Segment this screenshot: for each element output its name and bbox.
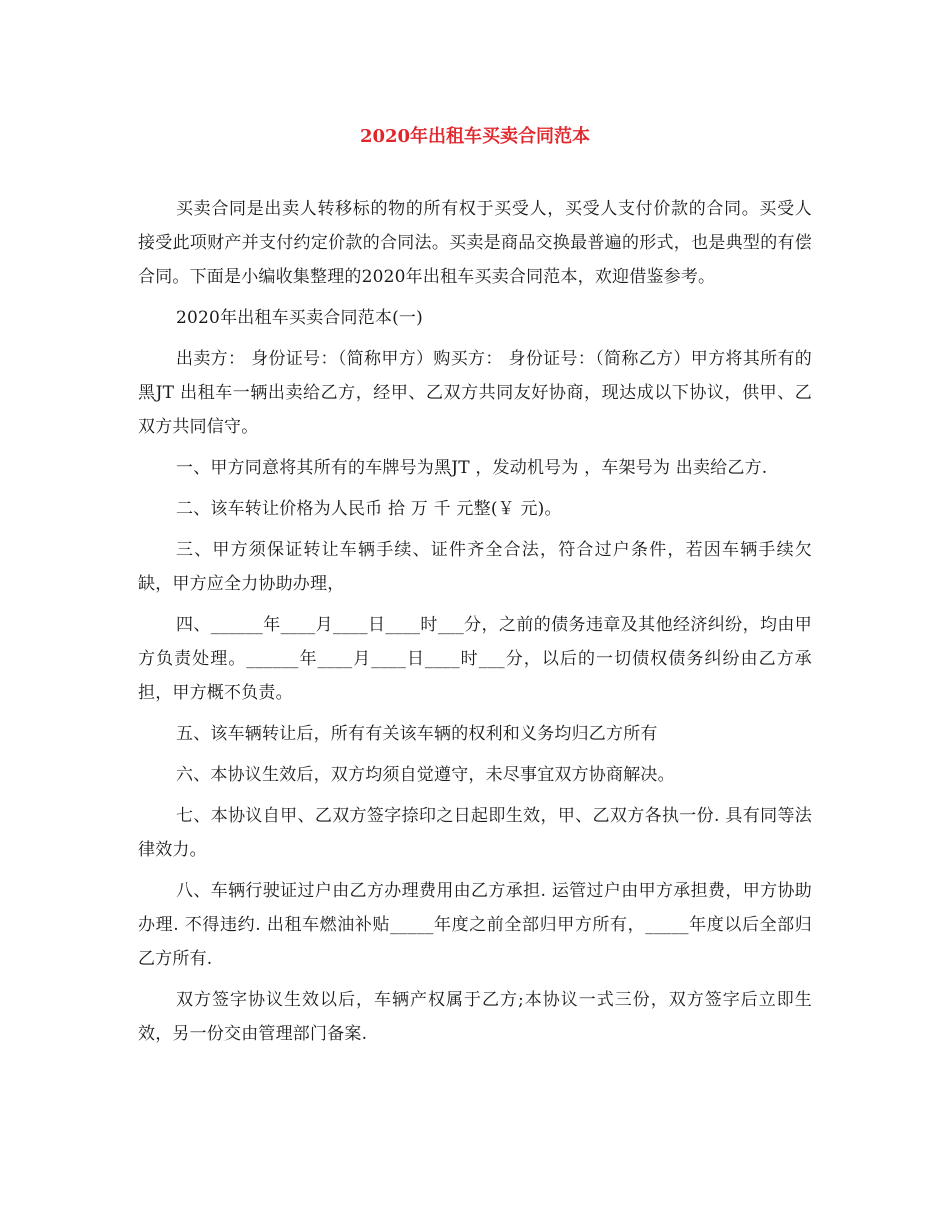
clause-6: 六、本协议生效后，双方均须自觉遵守，未尽事宜双方协商解决。 [176,765,675,785]
clause-2: 二、该车转让价格为人民币 拾 万 千 元整(￥ 元)。 [176,499,562,519]
document-body [138,192,812,1058]
parties-paragraph: 出卖方： 身份证号：（简称甲方）购买方： 身份证号：（简称乙方）甲方将其所有的黑JT 出租车一辆出卖给乙方，经甲、乙双方共同友好协商，现达成以下协议，供甲、乙双方共同信守。 [138,349,812,437]
clause-4: 四、______年____月____日____时___分，之前的债务违章及其他经济纠纷，均由甲方负责处理。______年____月____日____时___分，以后的一切债权债务纠纷由乙方承担，甲方概不负责。 [138,615,812,703]
clause-3: 三、甲方须保证转让车辆手续、证件齐全合法，符合过户条件，若因车辆手续欠缺，甲方应全力协助办理， [138,540,812,594]
document-title: 2020年出租车买卖合同范本 [359,126,591,147]
clause-5: 五、该车辆转让后，所有有关该车辆的权利和义务均归乙方所有 [176,724,658,744]
closing-paragraph: 双方签字协议生效以后，车辆产权属于乙方;本协议一式三份，双方签字后立即生效，另一份交由管理部门备案. [138,990,812,1044]
clause-1: 一、甲方同意将其所有的车牌号为黑JT ，发动机号为 ，车架号为 出卖给乙方. [176,458,768,478]
clause-7: 七、本协议自甲、乙双方签字捺印之日起即生效，甲、乙双方各执一份. 具有同等法律效力。 [138,806,812,860]
clause-8: 八、车辆行驶证过户由乙方办理费用由乙方承担. 运管过户由甲方承担费，甲方协助办理. 不得违约. 出租车燃油补贴_____年度之前全部归甲方所有，_____年度以后全部归乙方所有. [138,881,812,969]
section-heading: 2020年出租车买卖合同范本(一) [176,308,423,328]
intro-paragraph: 买卖合同是出卖人转移标的物的所有权于买受人，买受人支付价款的合同。买受人接受此项财产并支付约定价款的合同法。买卖是商品交换最普遍的形式，也是典型的有偿合同。下面是小编收集整理的2020年出租车买卖合同范本，欢迎借鉴参考。 [138,199,812,287]
